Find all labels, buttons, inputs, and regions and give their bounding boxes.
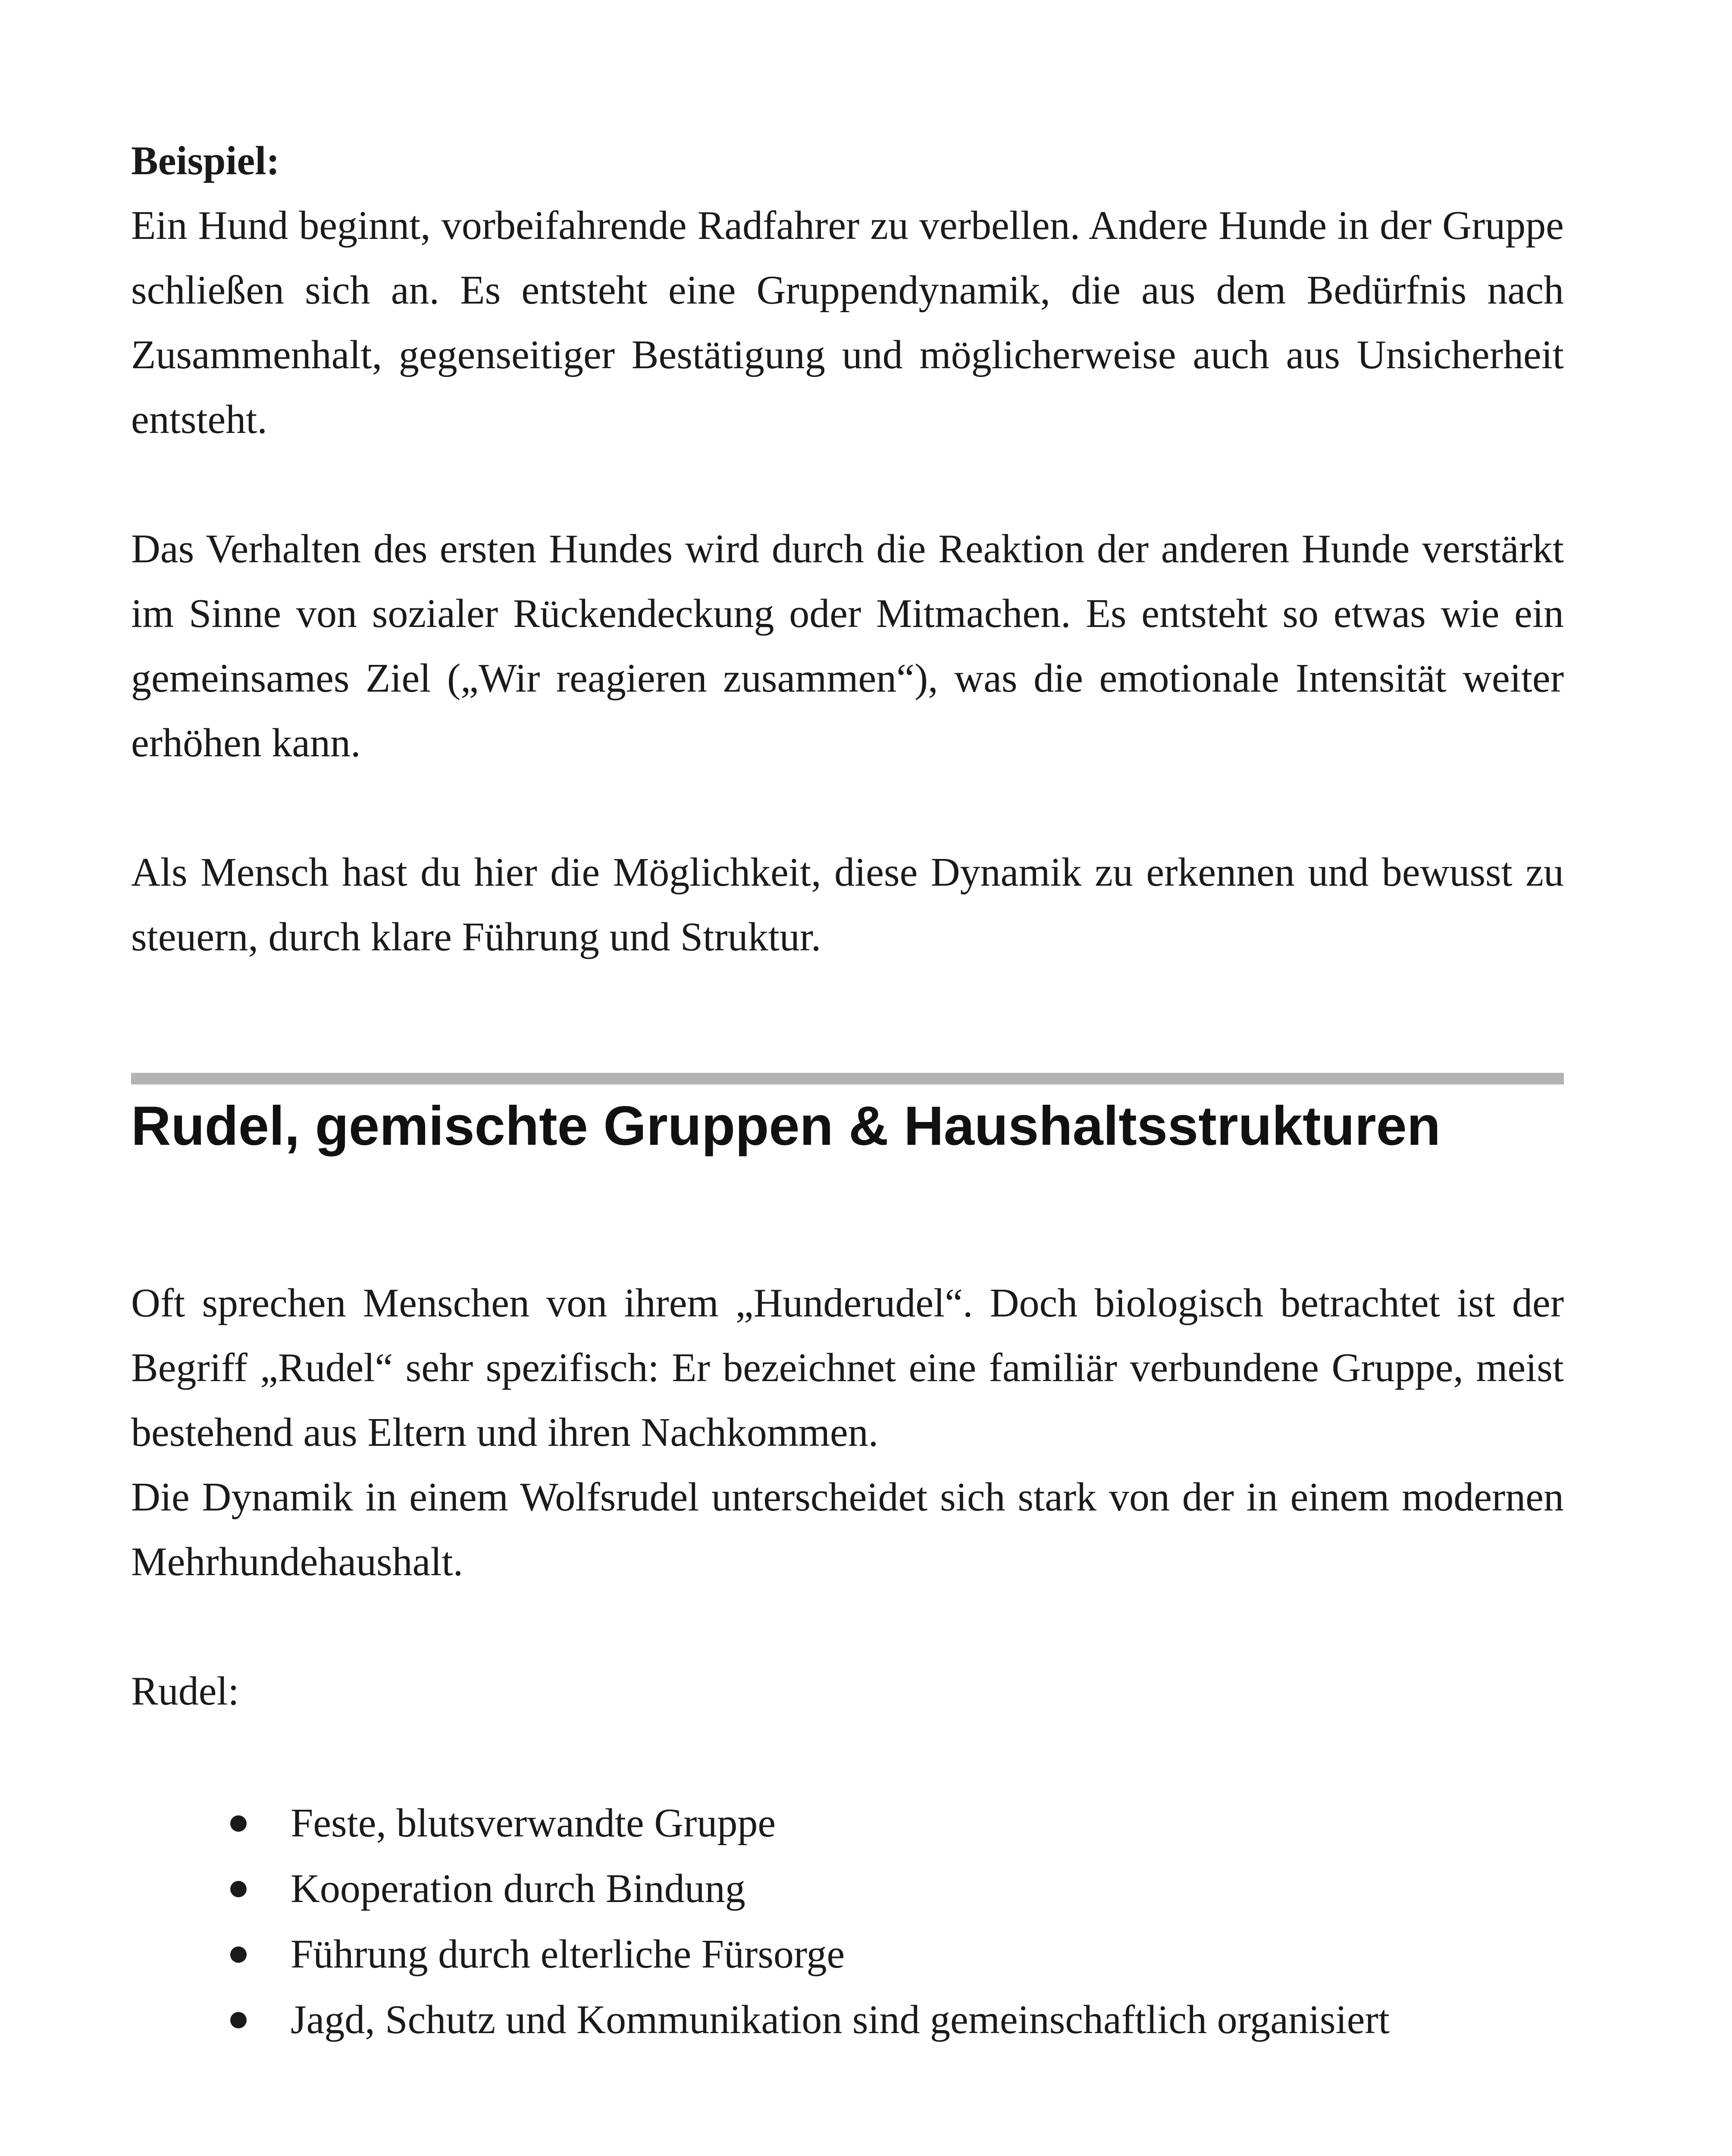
list-item: [226, 1790, 1564, 1856]
example-label: Beispiel:: [131, 138, 280, 183]
list-item-text: Führung durch elterliche Fürsorge: [291, 1932, 845, 1977]
bullet-dot-icon: [230, 2012, 247, 2028]
list-item: [226, 1856, 1564, 1921]
list-item: [226, 1987, 1564, 2053]
pack-characteristics-list: [131, 1790, 1564, 2053]
spacer: [131, 452, 1564, 517]
bullet-dot-icon: [230, 1946, 247, 1963]
bullet-dot-icon: [230, 1815, 247, 1832]
list-item-text: Jagd, Schutz und Kommunikation sind gemeinschaftlich organisiert: [291, 1997, 1390, 2042]
example-paragraph: [131, 128, 1564, 452]
heading-rule: [131, 1073, 1564, 1084]
spacer: [131, 969, 1564, 1073]
section-intro-text: Oft sprechen Menschen von ihrem „Hunderudel“. Doch biologisch betrachtet ist der Begriff „Rudel“ sehr spezifisch: Er bezeichnet eine familiär verbundene Gruppe, meist bestehend aus Eltern und ihren Nachkommen.: [131, 1281, 1564, 1455]
list-item-text: Feste, blutsverwandte Gruppe: [291, 1801, 776, 1846]
section-intro-paragraph: [131, 1271, 1564, 1594]
example-text: Ein Hund beginnt, vorbeifahrende Radfahrer zu verbellen. Andere Hunde in der Gruppe schließen sich an. Es entsteht eine Gruppendynamik, die aus dem Bedürfnis nach Zusammenhalt, gegenseitiger Bestätigung und möglicherweise auch aus Unsicherheit entsteht.: [131, 203, 1564, 442]
spacer: [131, 775, 1564, 840]
list-label: Rudel:: [131, 1669, 239, 1714]
list-item: [226, 1921, 1564, 1987]
list-item-text: Kooperation durch Bindung: [291, 1866, 745, 1911]
spacer: [131, 1724, 1564, 1790]
bullet-dot-icon: [230, 1881, 247, 1897]
paragraph-group-reaction: Das Verhalten des ersten Hundes wird durch die Reaktion der anderen Hunde verstärkt im Sinne von sozialer Rückendeckung oder Mitmachen. Es entsteht so etwas wie ein gemeinsames Ziel („Wir reagieren zusammen“), was die emotionale Intensität weiter erhöhen kann.: [131, 526, 1564, 765]
section-intro-text-2: Die Dynamik in einem Wolfsrudel unterscheidet sich stark von der in einem modernen Mehrhundehaushalt.: [131, 1475, 1564, 1584]
paragraph-human-role: Als Mensch hast du hier die Möglichkeit, diese Dynamik zu erkennen und bewusst zu steuern, durch klare Führung und Struktur.: [131, 850, 1564, 959]
spacer: [131, 1594, 1564, 1659]
spacer: [131, 1163, 1564, 1271]
section-heading: Rudel, gemischte Gruppen & Haushaltsstrukturen: [131, 1095, 1441, 1157]
page-content: [131, 128, 1564, 2053]
